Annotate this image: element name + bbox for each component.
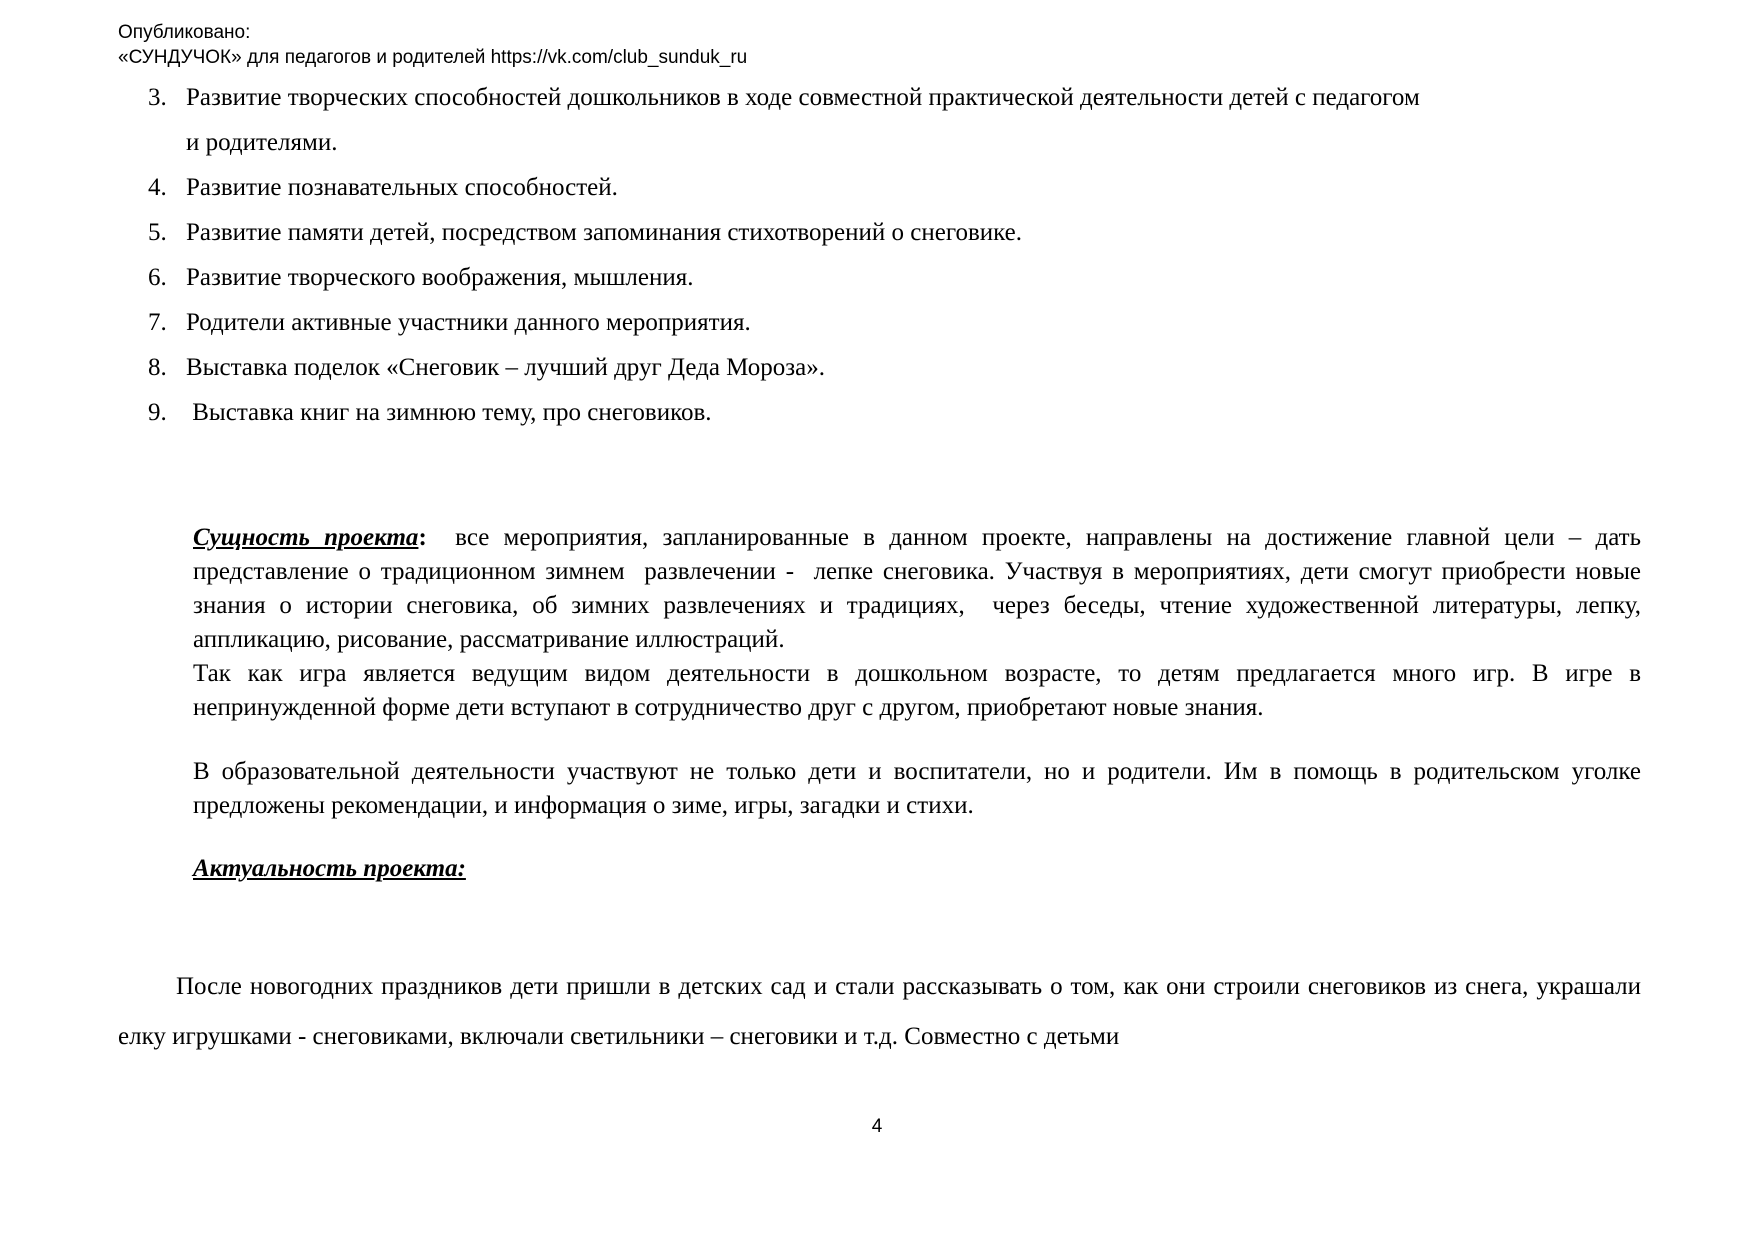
list-item-text-continuation: и родителями.	[186, 129, 338, 156]
list-item-text: Развитие творческих способностей дошкольников в ходе совместной практической деятельности детей с педагогом	[186, 84, 1420, 111]
header-line-source: «СУНДУЧОК» для педагогов и родителей https://vk.com/club_sunduk_ru	[118, 47, 748, 68]
list-item-number: 8.	[148, 354, 167, 381]
list-item	[148, 399, 712, 427]
list-item-text: Развитие познавательных способностей.	[186, 174, 618, 201]
list-item	[148, 264, 693, 292]
page-number: 4	[871, 1116, 883, 1137]
list-item	[148, 174, 618, 202]
list-item	[148, 309, 751, 337]
list-item-continuation	[186, 129, 337, 157]
list-item-number: 5.	[148, 219, 167, 246]
list-item-text: Развитие памяти детей, посредством запоминания стихотворений о снеговике.	[186, 219, 1022, 246]
list-item	[148, 84, 1420, 112]
list-item	[148, 219, 1022, 247]
list-item-number: 9.	[148, 399, 167, 426]
publication-header	[118, 20, 747, 70]
essence-paragraph-2: Так как игра является ведущим видом деятельности в дошкольном возрасте, то детям предлагается много игр. В игре в непринужденной форме дети вступают в сотрудничество друг с другом, приобретают новые знания.	[193, 660, 1641, 721]
list-item-number: 6.	[148, 264, 167, 291]
list-item-text: Выставка книг на зимнюю тему, про снеговиков.	[186, 399, 712, 426]
list-item-text: Выставка поделок «Снеговик – лучший друг Деда Мороза».	[186, 354, 825, 381]
list-item-text: Родители активные участники данного мероприятия.	[186, 309, 751, 336]
relevance-section	[193, 852, 1641, 886]
relevance-heading: Актуальность проекта:	[193, 855, 466, 882]
list-item-text: Развитие творческого воображения, мышления.	[186, 264, 694, 291]
project-essence-section	[193, 521, 1648, 725]
list-item-number: 4.	[148, 174, 167, 201]
list-item-number: 7.	[148, 309, 167, 336]
education-text: В образовательной деятельности участвуют не только дети и воспитатели, но и родители. Им в помощь в родительском уголке предложены рекомендации, и информация о зиме, игры, загадки и стихи.	[193, 758, 1641, 819]
essence-colon: :	[418, 524, 427, 551]
essence-heading: Сущность проекта	[193, 524, 419, 551]
list-item-number: 3.	[148, 84, 167, 111]
list-item	[148, 354, 825, 382]
education-paragraph	[193, 755, 1641, 823]
final-paragraph: После новогодних праздников дети пришли в детских сад и стали рассказывать о том, как они строили снеговиков из снега, украшали елку игрушками - снеговиками, включали светильники – снеговики и т.д. Совместно с детьми	[118, 973, 1641, 1050]
header-line-published: Опубликовано:	[118, 22, 251, 43]
essence-text: все мероприятия, запланированные в данном проекте, направлены на достижение главной цели – дать представление о традиционном зимнем развлечении - лепке снеговика. Участвуя в мероприятиях, дети смогут приобрести новые знания о истории снеговика, об зимних развлечениях и традициях, через беседы, чтение художественной литературы, лепку, аппликацию, рисование, рассматривание иллюстраций.	[193, 524, 1648, 653]
essence-paragraph	[193, 521, 1648, 657]
